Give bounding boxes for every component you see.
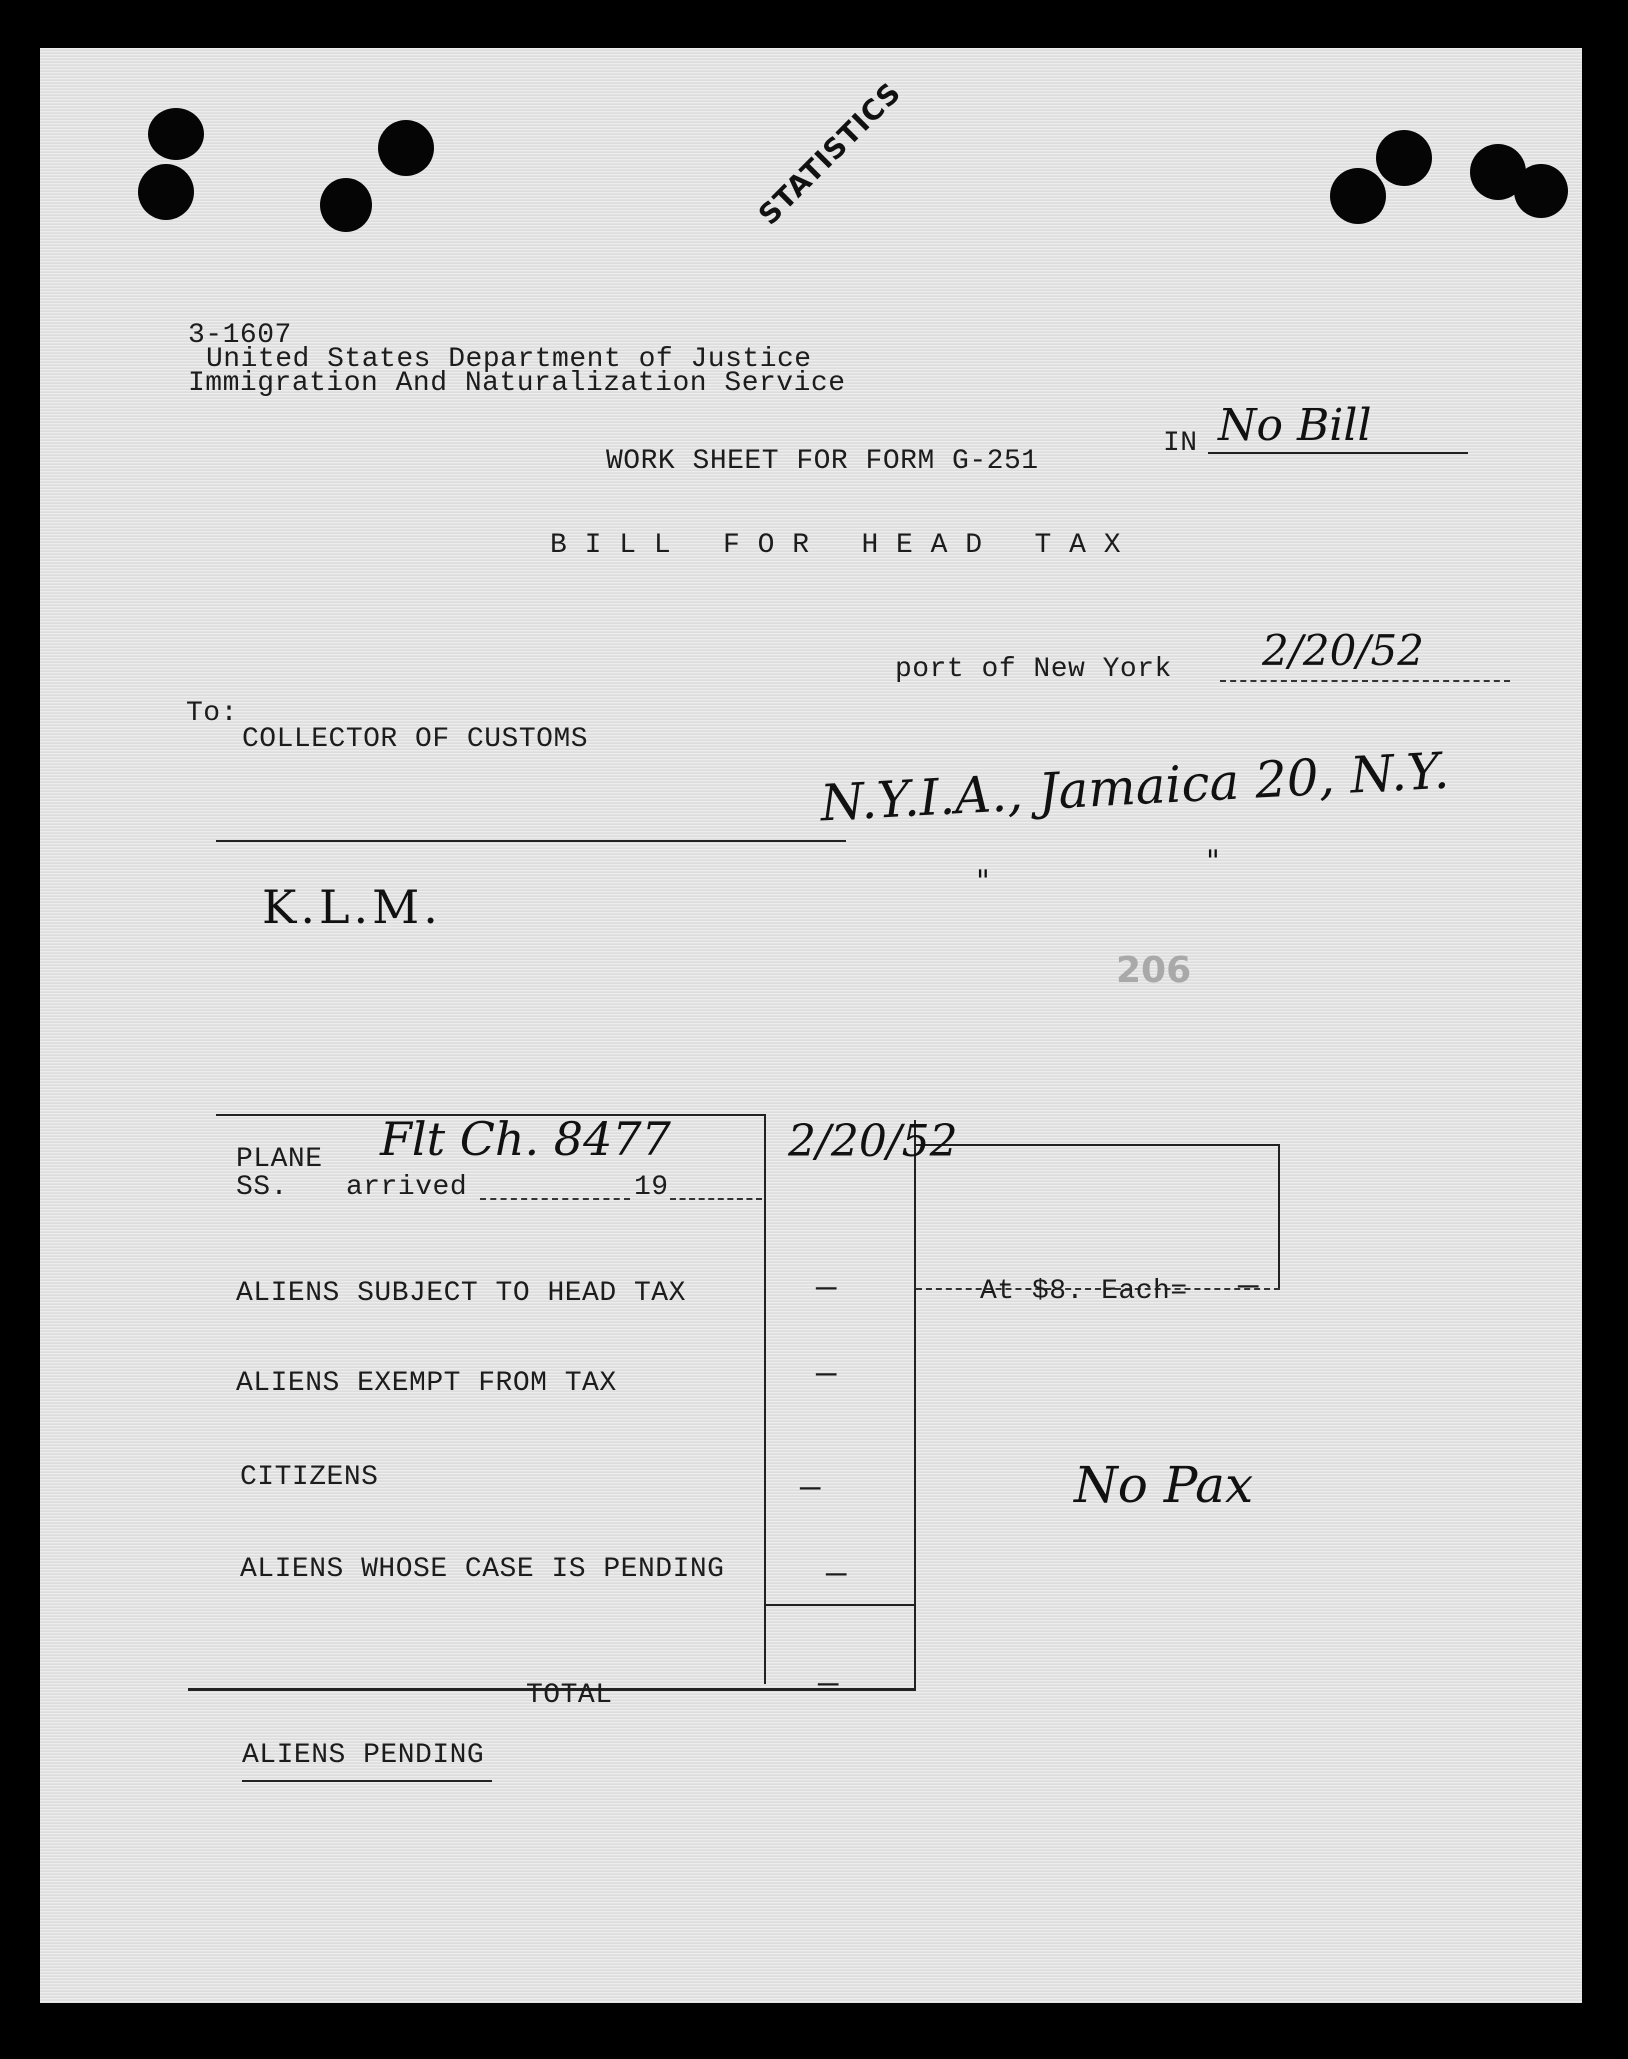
punch-hole: [320, 178, 372, 232]
arrived-date-line: [480, 1198, 630, 1200]
statistics-stamp: STATISTICS: [752, 75, 908, 232]
port-date-underline: [1220, 680, 1510, 682]
total-value: —: [818, 1666, 839, 1704]
in-underline: [1208, 452, 1468, 454]
row-value-exempt: —: [816, 1356, 837, 1394]
collector-underline: [216, 840, 846, 842]
table-inner-divider: [764, 1114, 766, 1684]
year-line: [670, 1198, 762, 1200]
collector-location: N.Y.I.A., Jamaica 20, N.Y.: [818, 741, 1451, 833]
ss-label: SS.: [236, 1172, 288, 1203]
no-pax-note: No Pax: [1074, 1456, 1254, 1514]
port-date: 2/20/52: [1262, 626, 1424, 675]
punch-hole: [1376, 130, 1432, 186]
document-page: [40, 48, 1582, 2003]
ditto-mark-2: ": [1206, 844, 1220, 879]
in-label: IN: [1163, 428, 1198, 459]
punch-hole: [138, 164, 194, 220]
port-label: port of New York: [895, 654, 1172, 685]
rate-value: —: [1238, 1268, 1259, 1306]
punch-hole: [1514, 164, 1568, 218]
rate-box-right: [1278, 1144, 1280, 1290]
aliens-pending-label: ALIENS PENDING: [242, 1740, 485, 1771]
bill-title: B I L L F O R H E A D T A X: [550, 530, 1121, 561]
carrier-name: K.L.M.: [262, 880, 442, 934]
row-value-pending: —: [826, 1556, 847, 1594]
plane-label: PLANE: [236, 1144, 323, 1175]
total-label: TOTAL: [526, 1680, 613, 1711]
page-number-stamp: 206: [1116, 950, 1192, 991]
table-right-border: [914, 1120, 916, 1690]
row-label-subject-to-tax: ALIENS SUBJECT TO HEAD TAX: [236, 1278, 686, 1309]
form-title: WORK SHEET FOR FORM G-251: [606, 446, 1039, 477]
form-number: 3-1607: [188, 320, 292, 351]
row-label-exempt: ALIENS EXEMPT FROM TAX: [236, 1368, 617, 1399]
total-divider: [764, 1604, 914, 1606]
aliens-pending-underline: [242, 1780, 492, 1782]
arrived-label: arrived: [346, 1172, 468, 1203]
year-prefix: 19: [634, 1172, 669, 1203]
row-value-subject-to-tax: —: [816, 1270, 837, 1308]
collector-label: COLLECTOR OF CUSTOMS: [242, 724, 589, 755]
row-label-citizens: CITIZENS: [240, 1462, 379, 1493]
row-value-citizens: —: [800, 1470, 821, 1508]
agency-line-1: United States Department of Justice: [206, 344, 812, 375]
row-label-pending: ALIENS WHOSE CASE IS PENDING: [240, 1554, 725, 1585]
arrival-date: 2/20/52: [788, 1116, 958, 1167]
agency-line-2: Immigration And Naturalization Service: [188, 368, 846, 399]
plane-value: Flt Ch. 8477: [380, 1112, 671, 1166]
rate-label: At $8. Each=: [980, 1276, 1188, 1307]
punch-hole: [378, 120, 434, 176]
to-label: To:: [186, 698, 238, 729]
ditto-mark-1: ": [976, 864, 990, 899]
punch-hole: [1330, 168, 1386, 224]
punch-hole: [148, 108, 204, 160]
rate-box-top: [916, 1144, 1280, 1146]
in-value: No Bill: [1218, 400, 1372, 451]
